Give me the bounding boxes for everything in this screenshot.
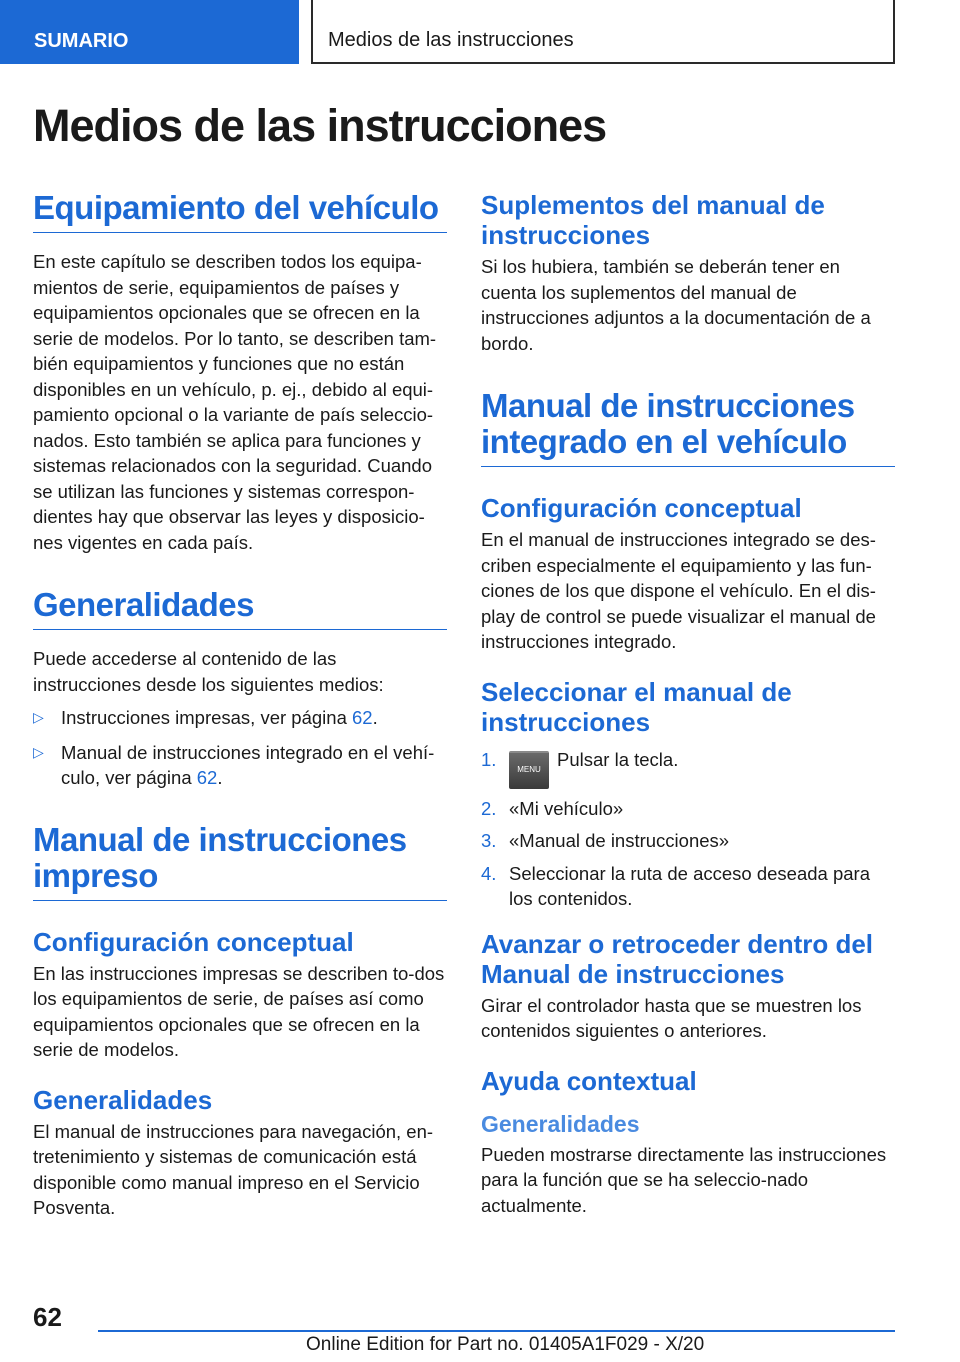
list-item bbox=[481, 796, 895, 822]
section-title-general: Generalidades bbox=[33, 587, 447, 630]
section-tab[interactable]: Medios de las instrucciones bbox=[311, 0, 895, 64]
subheading-context-general: Generalidades bbox=[481, 1110, 640, 1137]
equipment-paragraph: En este capítulo se describen todos los equipa-mientos de serie, equipamientos de países y equipamientos opcionales que se ofrecen en la serie de modelos. Por lo tanto, se describen tam-bién equipamientos y funciones que no están disponibles en un vehículo, p. ej., debido al equi-pamiento opcional o la variante de país seleccio-nados. Esto también se aplica para funciones y sistemas relacionados con la seguridad. Cuando se utilizan las funciones y sistemas correspon-dientes hay que observar las leyes y disposicio-nes vigentes en cada país. bbox=[33, 251, 437, 553]
menu-key-icon: MENU bbox=[509, 751, 549, 789]
left-column bbox=[33, 190, 447, 1221]
page-title: Medios de las instrucciones bbox=[33, 100, 607, 151]
section-title-printed-manual: Manual de instrucciones impreso bbox=[33, 822, 447, 901]
step-text: «Manual de instrucciones» bbox=[509, 830, 730, 851]
subheading-conceptual: Configuración conceptual bbox=[33, 926, 354, 957]
step-text: Seleccionar la ruta de acceso deseada para los contenidos. bbox=[509, 862, 870, 909]
media-list bbox=[33, 705, 447, 791]
list-item bbox=[481, 861, 895, 912]
integrated-conceptual-paragraph: En el manual de instrucciones integrado se des-criben especialmente el equipamiento y las fun-ciones de los que dispone el vehículo. En el dis-play de control se puede visualizar el manual de instrucciones integrado. bbox=[481, 529, 876, 652]
step-number: 3. bbox=[481, 830, 497, 851]
navigate-paragraph: Girar el controlador hasta que se muestren los contenidos siguientes o anteriores. bbox=[481, 994, 862, 1041]
general-paragraph: Puede accederse al contenido de las instrucciones desde los siguientes medios: bbox=[33, 648, 384, 695]
footer-divider bbox=[98, 1330, 895, 1332]
subheading-select-manual: Seleccionar el manual de instrucciones bbox=[481, 676, 792, 737]
triangle-bullet-icon: ▷ bbox=[33, 743, 44, 760]
page-link[interactable]: 62 bbox=[196, 767, 218, 788]
list-item-text: Instrucciones impresas, ver página bbox=[61, 707, 352, 728]
list-item-text: Manual de instrucciones integrado en el vehí-culo, ver página bbox=[61, 741, 435, 788]
triangle-bullet-icon: ▷ bbox=[33, 709, 44, 725]
step-number: 1. bbox=[481, 748, 497, 770]
list-item: ▷ Manual de instrucciones integrado en el vehí-culo, ver página 62. bbox=[33, 741, 435, 788]
subheading-supplements: Suplementos del manual de instrucciones bbox=[481, 190, 825, 250]
step-text: «Mi vehículo» bbox=[509, 797, 624, 819]
step-text: Pulsar la tecla. bbox=[557, 748, 679, 770]
select-steps-list bbox=[481, 747, 895, 912]
supplements-paragraph: Si los hubiera, también se deberán tener en cuenta los suplementos del manual de instrucciones adjuntos a la documentación de a bordo. bbox=[481, 256, 871, 354]
right-column bbox=[481, 190, 895, 1218]
page-link[interactable]: 62 bbox=[352, 707, 373, 728]
printed-conceptual-paragraph: En las instrucciones impresas se describen to-dos los equipamientos de serie, de países así como equipamientos opcionales que se ofrecen en la serie de modelos. bbox=[33, 962, 445, 1060]
step-number: 4. bbox=[481, 862, 497, 884]
subheading-context-help: Ayuda contextual bbox=[481, 1065, 697, 1096]
subheading-integrated-conceptual: Configuración conceptual bbox=[481, 493, 802, 523]
page-number: 62 bbox=[33, 1302, 62, 1332]
list-item: ▷ Instrucciones impresas, ver página 62. bbox=[33, 705, 447, 731]
header-bar bbox=[0, 0, 960, 66]
section-title-equipment: Equipamiento del vehículo bbox=[33, 190, 447, 233]
printed-general-paragraph: El manual de instrucciones para navegación, en-tretenimiento y sistemas de comunicación está disponible como manual impreso en el Servicio Posventa. bbox=[33, 1120, 434, 1218]
context-help-paragraph: Pueden mostrarse directamente las instrucciones para la función que se ha seleccio-nado actualmente. bbox=[481, 1143, 887, 1216]
subheading-general: Generalidades bbox=[33, 1084, 213, 1115]
step-number: 2. bbox=[481, 797, 497, 819]
section-title-integrated-manual: Manual de instrucciones integrado en el vehículo bbox=[481, 388, 895, 467]
subheading-navigate-manual: Avanzar o retroceder dentro del Manual de instrucciones bbox=[481, 928, 874, 989]
list-item bbox=[481, 828, 895, 854]
summary-tab[interactable]: SUMARIO bbox=[0, 0, 299, 64]
edition-footer: Online Edition for Part no. 01405A1F029 - X/20 bbox=[306, 1334, 705, 1355]
list-item bbox=[481, 747, 895, 789]
